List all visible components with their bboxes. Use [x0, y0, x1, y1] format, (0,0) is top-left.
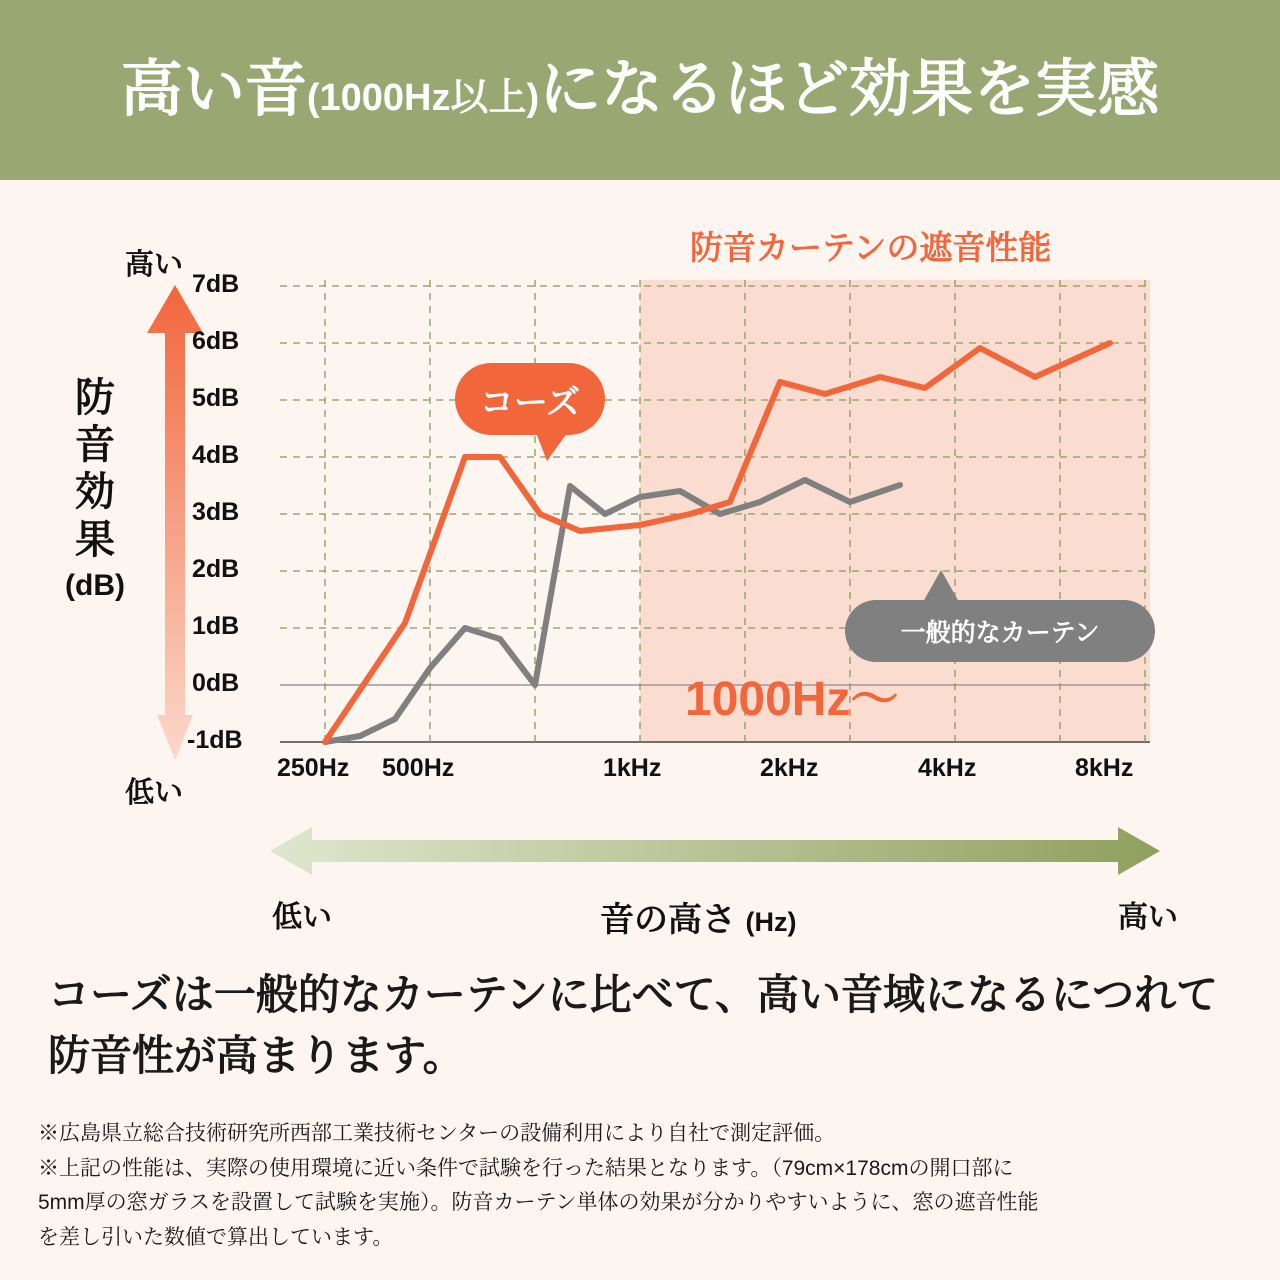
callout-coze-label: コーズ — [479, 383, 581, 422]
callout-normal-curtain — [845, 600, 1155, 662]
x-axis-unit: (Hz) — [745, 907, 797, 937]
y-axis-high-label: 高い — [125, 249, 184, 281]
x-tick-4khz: 4kHz — [918, 754, 977, 782]
y-tick-0db: 0dB — [192, 669, 240, 697]
page-title-part1: 高い音 — [120, 55, 307, 124]
y-tick-3db: 3dB — [192, 498, 240, 526]
x-axis-high-label: 高い — [1118, 901, 1178, 934]
y-axis-caption — [60, 375, 130, 603]
highlight-band-label: 1000Hz〜 — [685, 673, 899, 726]
summary-text: コーズは一般的なカーテンに比べて、高い音域になるにつれて防音性が高まります。 — [48, 971, 1219, 1079]
header-banner — [0, 0, 1280, 180]
footnote-line-3: 5mm厚の窓ガラスを設置して試験を実施）。防音カーテン単体の効果が分かりやすいように、窓の遮音性能 — [38, 1191, 1039, 1215]
y-tick-5db: 5dB — [192, 384, 240, 412]
y-tick-4db: 4dB — [192, 441, 240, 469]
x-axis-caption-text: 音の高さ — [600, 901, 736, 939]
y-axis-low-label: 低い — [125, 777, 184, 809]
callout-coze — [455, 363, 605, 435]
horizontal-gradient-arrow-icon — [270, 825, 1160, 877]
y-axis-unit: (dB) — [65, 568, 125, 602]
x-tick-2khz: 2kHz — [760, 754, 819, 782]
footnotes — [38, 1118, 1253, 1256]
chart-container — [0, 180, 1280, 960]
y-axis-caption-text: 防音効果 — [75, 376, 115, 562]
y-tick-minus1db: -1dB — [187, 726, 243, 754]
x-tick-1khz: 1kHz — [603, 754, 662, 782]
x-axis-low-label: 低い — [272, 901, 332, 934]
footnote-line-1: ※広島県立総合技術研究所西部工業技術センターの設備利用により自社で測定評価。 — [38, 1122, 836, 1145]
x-tick-8khz: 8kHz — [1075, 754, 1134, 782]
x-tick-250hz: 250Hz — [277, 754, 350, 782]
y-tick-6db: 6dB — [192, 327, 240, 355]
chart-legend-title: 防音カーテンの遮音性能 — [690, 229, 1052, 266]
x-axis-caption — [600, 892, 796, 941]
footnote-line-4: を差し引いた数値で算出しています。 — [38, 1225, 394, 1249]
footnote-line-2: ※上記の性能は、実際の使用環境に近い条件で試験を行った結果となります。（79cm×178cmの開口部に — [38, 1156, 1014, 1180]
callout-normal-curtain-label: 一般的なカーテン — [900, 619, 1100, 647]
y-tick-1db: 1dB — [192, 612, 240, 640]
y-tick-2db: 2dB — [192, 555, 240, 583]
page-title-part2: になるほど効果を実感 — [539, 55, 1160, 124]
x-tick-500hz: 500Hz — [382, 754, 455, 782]
page-title-note: (1000Hz以上) — [306, 77, 540, 119]
y-tick-7db: 7dB — [192, 270, 240, 298]
page-title — [120, 55, 1160, 124]
